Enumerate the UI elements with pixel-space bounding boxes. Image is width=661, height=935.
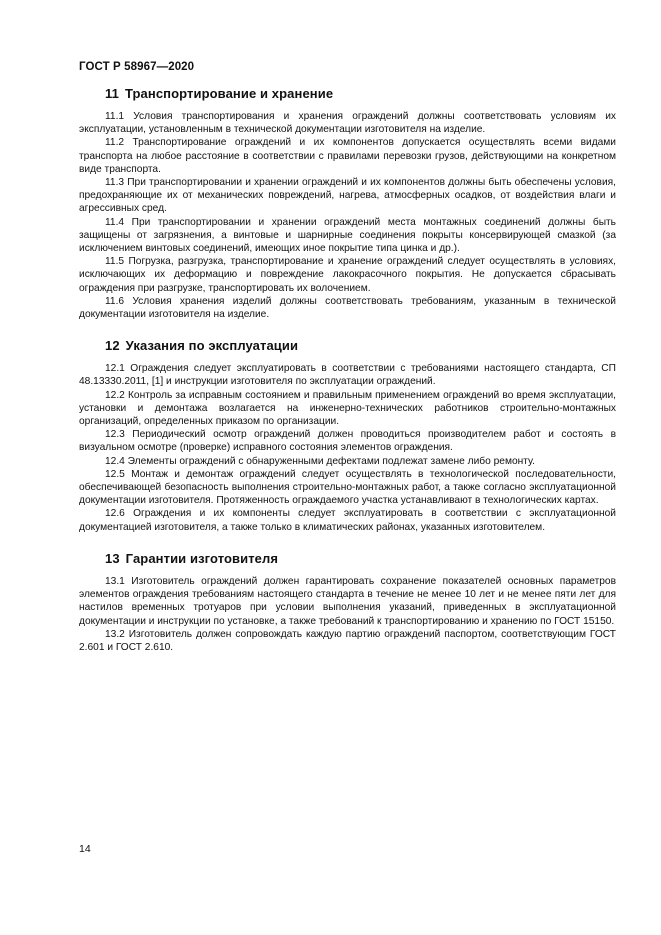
paragraph-12-1: 12.1 Ограждения следует эксплуатировать в соответствии с требованиями настоящего стандарта, СП 48.13330.2011, [1] и инструкции изготовителя по эксплуатации ограждений. bbox=[79, 363, 616, 388]
paragraph-12-2: 12.2 Контроль за исправным состоянием и правильным применением ограждений во время эксплуатации, установки и демонтажа возлагается на инженерно-технических работников строительно-монтажных организаций, определенных приказом по организации. bbox=[79, 389, 616, 428]
paragraph-13-2: 13.2 Изготовитель должен сопровождать каждую партию ограждений паспортом, соответствующим ГОСТ 2.601 и ГОСТ 2.610. bbox=[79, 628, 616, 653]
section-title: Транспортирование и хранение bbox=[124, 86, 334, 101]
paragraph-11-6: 11.6 Условия хранения изделий должны соответствовать требованиям, указанным в технической документации изготовителя на изделие. bbox=[79, 295, 616, 321]
paragraph-11-3: 11.3 При транспортировании и хранении ограждений и их компонентов должны быть обеспечены условия, предохраняющие их от механических повреждений, нагрева, атмосферных осадков, от воздействия влаги и агрессивных сред. bbox=[79, 177, 616, 215]
section-heading bbox=[79, 338, 616, 353]
paragraph-12-4: 12.4 Элементы ограждений с обнаруженными дефектами подлежат замене либо ремонту. bbox=[105, 455, 535, 467]
section-12 bbox=[79, 338, 616, 534]
section-heading bbox=[79, 551, 616, 566]
paragraph-11-1: 11.1 Условия транспортирования и хранения ограждений должны соответствовать условиям их эксплуатации, установленным в технической документации изготовителя на изделие. bbox=[79, 111, 616, 136]
paragraph-12-3: 12.3 Периодический осмотр ограждений должен проводиться производителем работ и состоять в визуальном осмотре (проверке) исправного состояния элементов ограждения. bbox=[79, 429, 616, 454]
paragraph-11-2: 11.2 Транспортирование ограждений и их компонентов допускается осуществлять всеми видами транспорта на любое расстояние в соответствии с правилами перевозки грузов, действующими на конкретном виде транспорта. bbox=[79, 137, 616, 175]
section-number: 13 bbox=[105, 550, 120, 566]
page-number: 14 bbox=[79, 843, 91, 855]
paragraph-13-1: 13.1 Изготовитель ограждений должен гарантировать сохранение показателей основных параметров элементов ограждения требованиям настоящего стандарта в течение не менее 10 лет и не менее пяти лет для настилов временных тротуаров при условии выполнения указаний, приведенных в эксплуатационной документации и инструкции по установке, а также требований к транспортированию и хранению по ГОСТ 15150. bbox=[79, 575, 616, 627]
section-11 bbox=[79, 86, 616, 321]
paragraph-12-5: 12.5 Монтаж и демонтаж ограждений следует осуществлять в технологической последовательности, обеспечивающей безопасность выполнения строительно-монтажных работ, а также согласно эксплуатационной документации изготовителя. Протяженность ограждаемого участка устанавливают в технологических картах. bbox=[79, 468, 616, 507]
document-code-header: ГОСТ Р 58967—2020 bbox=[79, 61, 195, 73]
paragraph-11-5: 11.5 Погрузка, разгрузка, транспортирование и хранение ограждений следует осуществлять в условиях, исключающих их деформацию и повреждение лакокрасочного покрытия. Не допускается сбрасывать ограждения при разгрузке, транспортировать их волочением. bbox=[79, 256, 616, 294]
section-heading bbox=[79, 86, 616, 101]
section-number: 12 bbox=[105, 338, 120, 354]
paragraph-12-6: 12.6 Ограждения и их компоненты следует эксплуатировать в соответствии с эксплуатационной документацией изготовителя, а также только в климатических районах, указанных изготовителем. bbox=[79, 508, 616, 533]
paragraph-11-4: 11.4 При транспортировании и хранении ограждений места монтажных соединений должны быть защищены от загрязнения, а винтовые и шарнирные соединения покрыты консервирующей смазкой (за исключением винтовых соединений, имеющих иное покрытие типа цинка и др.). bbox=[79, 216, 616, 255]
section-title: Указания по эксплуатации bbox=[125, 338, 299, 354]
section-13 bbox=[79, 551, 616, 654]
section-number: 11 bbox=[105, 86, 119, 101]
document-body bbox=[79, 86, 616, 671]
section-title: Гарантии изготовителя bbox=[125, 550, 279, 566]
